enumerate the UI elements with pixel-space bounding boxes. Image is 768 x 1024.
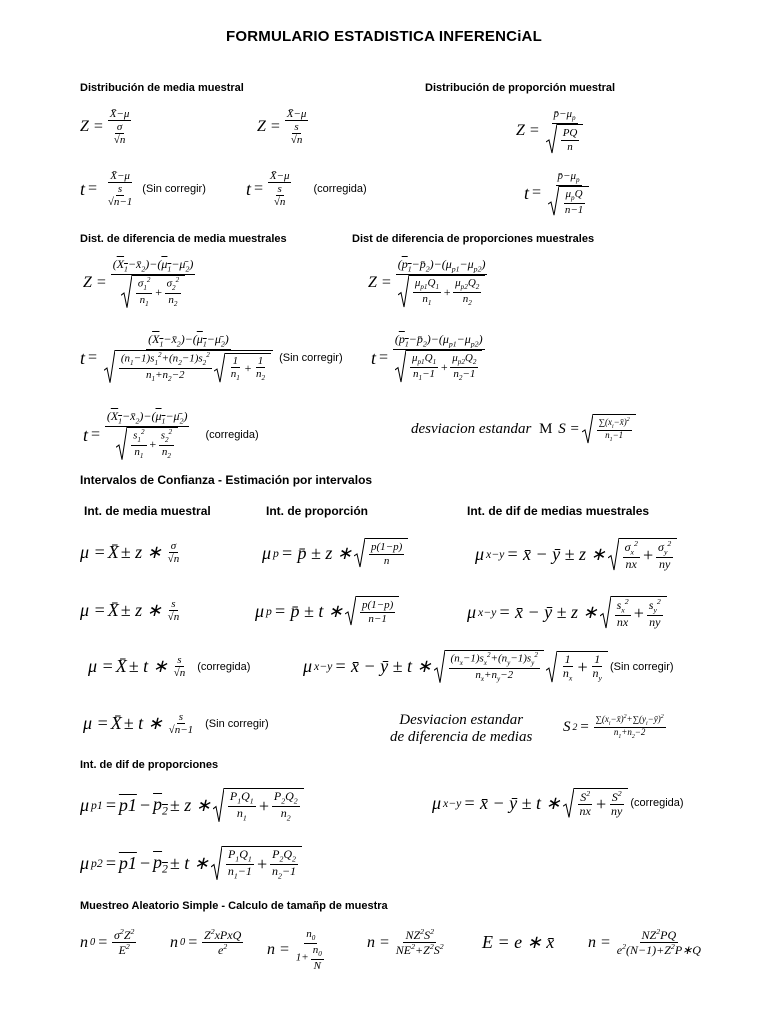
formula-t-sin-corregir: t = $\frac{X̄-\mu}{\frac{s}{√n-1}}$ (Sin corregir) xyxy=(80,170,206,209)
formula-t-dif-medias-sin-corregir: t = $(X_1-x̄_2)-(\mu_1-\mū_2)$ $\frac{(n_1-1)s_1^2+(n_2-1)s_2^2}{n_1+n_2-2}$ $\frac{1}{n_1}$ + $\frac{1}{n_2}$ (Sin corregir) xyxy=(80,332,343,383)
section-dist-media: Distribución de media muestral xyxy=(80,82,244,94)
page-title: FORMULARIO ESTADISTICA INFERENCiAL xyxy=(226,28,542,45)
formula-n-correccion: n = $n_0$ 1+ $\frac{n_0}{N}$ xyxy=(267,928,322,973)
formula-t-proporcion: t = $\frac{p̄-\mu_p}{\frac{\mu_pQ}{n-1}}$ xyxy=(524,170,593,216)
formula-int-dif-medias-t-sin-corregir: μ x−y = x̄ − ȳ ± t ∗ $\frac{(n_x-1)s_x^2+(n_y-1)s_y^2}{n_x+n_y-2}$ $\frac{1}{n_x}$ + $\frac{1}{n_y}$ (Sin corregir) xyxy=(303,651,674,683)
formula-int-dif-medias-t-corregida: μ x−y = x̄ − ȳ ± t ∗ $\frac{S^2}{nx}$ + $\frac{S^2}{ny}$ (corregida) xyxy=(432,789,684,819)
formula-s2-dif-medias: S 2 = $\frac{\sum(x_i-x̄)^2+\sum(y_i-ȳ)^2}{n_1+n_2-2}$ xyxy=(563,714,664,741)
formula-int-dif-proporciones-t: μ p2 = p1 − $p_2$ ± t ∗ $\frac{P_1Q_1}{n_1-1}$ + $\frac{P_2Q_2}{n_2-1}$ xyxy=(80,846,302,881)
section-int-proporcion: Int. de proporción xyxy=(266,504,368,518)
section-int-media: Int. de media muestral xyxy=(84,504,211,518)
formula-n-finita-sigma: n = $\frac{NZ^2S^2}{NE^2+Z^2S^2}$ xyxy=(367,927,444,958)
formula-int-media-t-sin-corregir: μ = X̄ ± t ∗ $\frac{s}{√n-1}$ (Sin corregir) xyxy=(83,711,269,737)
formula-z-dif-medias: Z = $(X_1-x̄_2)-(\mu_1-\mū_2)$ $\frac{\sigma_1^2}{n_1}$ + $\frac{\sigma_2^2}{n_2}$ xyxy=(83,257,194,308)
formula-z-sigma: Z = $\frac{X̄-\mu}{\frac{\sigma}{√n}}$ xyxy=(80,108,130,147)
formula-int-dif-medias-z-sigma: μ x−y = x̄ − ȳ ± z ∗ $\frac{\sigma_x^2}{nx}$ + $\frac{\sigma_y^2}{ny}$ xyxy=(475,538,677,571)
formula-z-dif-proporciones: Z = $(p_1-p̄_2)-(\mu_{p1}-\mu_{p2})$ $\frac{\mu_{p1}Q_1}{n_1}$ + $\frac{\mu_{p2}Q_2}{n_2}$ xyxy=(368,257,486,308)
formula-t-dif-medias-corregida: t = $(X_1-x̄_2)-(\mu_1-\mū_2)$ $\frac{s_1^2}{n_1}$ + $\frac{s_2^2}{n_2}$ (corregida) xyxy=(83,409,259,460)
formula-int-media-z-s: μ = X̄ ± z ∗ $\frac{s}{√n}$ xyxy=(80,598,180,624)
note-corregida: (corregida) xyxy=(197,660,251,673)
formula-int-proporcion-t: μ p = p̄ ± t ∗ $\frac{p(1-p)}{n-1}$ xyxy=(255,596,399,626)
note-sin-corregir: (Sin corregir) xyxy=(610,660,674,673)
formula-n-finita-pq: n = $\frac{NZ^2PQ}{e^2(N-1)+Z^2P∗Q}$ xyxy=(588,927,701,958)
formula-desviacion-estandar-ms: desviacion estandar M S = $\frac{\sum(x_i-x̄)^2}{n_1-1}$ xyxy=(411,414,636,444)
section-dist-dif-medias: Dist. de diferencia de media muestrales xyxy=(80,233,287,245)
formula-n0-pq: n 0 = $\frac{Z^2xPxQ}{e^2}$ xyxy=(170,927,242,958)
note-sin-corregir: (Sin corregir) xyxy=(205,717,269,730)
note-sin-corregir: (Sin corregir) xyxy=(142,183,206,196)
formula-int-dif-proporciones-z: μ p1 = p1 − $p_2$ ± z ∗ $\frac{P_1Q_1}{n_1}$ + $\frac{P_2Q_2}{n_2}$ xyxy=(80,788,304,823)
formula-n0-sigma: n 0 = $\frac{\sigma^2Z^2}{E^2}$ xyxy=(80,927,135,958)
formula-int-media-z-sigma: μ = X̄ ± z ∗ $\frac{\sigma}{√n}$ xyxy=(80,540,180,566)
formula-error: E = e ∗ x̄ xyxy=(482,932,555,952)
section-dist-dif-proporciones: Dist de diferencia de proporciones muestrales xyxy=(352,233,595,245)
note-corregida: (corregida) xyxy=(313,183,367,196)
desviacion-estandar-label: desviacion estandar xyxy=(411,420,532,437)
note-corregida: (corregida) xyxy=(205,429,259,442)
formula-int-proporcion-z: μ p = p̄ ± z ∗ $\frac{p(1-p)}{n}$ xyxy=(262,538,408,568)
desv-dif-medias-line2: de diferencia de medias xyxy=(390,729,533,745)
formula-z-s: Z = $\frac{X̄-\mu}{\frac{s}{√n}}$ xyxy=(257,108,307,147)
formula-t-corregida: t = $\frac{X̄-\mu}{\frac{s}{√n}}$ (corregida) xyxy=(246,170,367,209)
formula-z-proporcion: Z = $\frac{p̄-\mu_p}{\frac{PQ}{n}}$ xyxy=(516,108,587,154)
formula-int-media-t-corregida: μ = X̄ ± t ∗ $\frac{s}{√n}$ (corregida) xyxy=(88,654,251,680)
note-corregida: (corregida) xyxy=(630,797,684,810)
section-int-dif-proporciones: Int. de dif de proporciones xyxy=(80,759,219,771)
note-sin-corregir: (Sin corregir) xyxy=(279,352,343,365)
formula-t-dif-proporciones: t = $(p_1-p̄_2)-(\mu_{p1}-\mu_{p2})$ $\frac{\mu_{p1}Q_1}{n_1-1}$ + $\frac{\mu_{p2}Q_2}{n_2-1}$ xyxy=(371,332,483,383)
formula-int-dif-medias-z-s: μ x−y = x̄ − ȳ ± z ∗ $\frac{s_x^2}{nx}$ + $\frac{s_y^2}{ny}$ xyxy=(467,596,667,629)
desv-dif-medias-line1: Desviacion estandar xyxy=(399,712,524,728)
section-muestreo: Muestreo Aleatorio Simple - Calculo de tamañp de muestra xyxy=(80,900,388,912)
desv-dif-medias-label xyxy=(390,712,532,746)
section-intervalos: Intervalos de Confianza - Estimación por intervalos xyxy=(80,473,373,487)
section-int-dif-medias: Int. de dif de medias muestrales xyxy=(467,504,650,518)
section-dist-proporcion: Distribución de proporción muestral xyxy=(425,82,616,94)
